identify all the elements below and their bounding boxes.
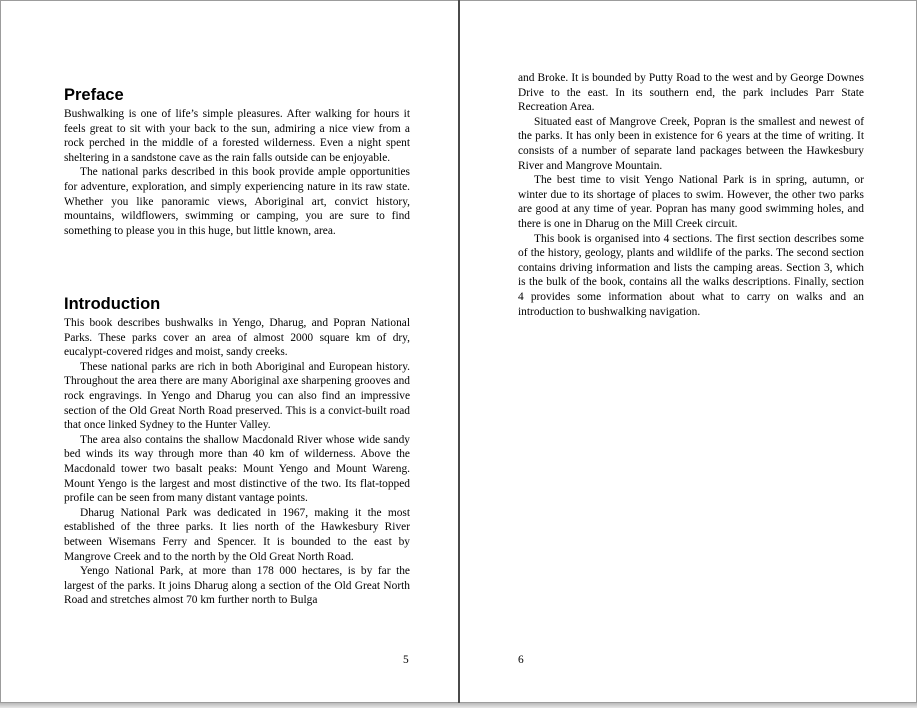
preface-paragraph-2: The national parks described in this book provide ample opportunities for adventure, exploration, and simply experiencing nature in its raw state. Whether you like panoramic views, Aboriginal art, convict history, mountains, wildflowers, swimming or camping, you are sure to find something to please you in this huge, but little known, area. bbox=[64, 166, 410, 237]
left-page bbox=[0, 0, 459, 703]
introduction-heading: Introduction bbox=[64, 295, 161, 313]
page-number-left: 5 bbox=[403, 654, 409, 666]
page-number-right: 6 bbox=[518, 654, 524, 666]
introduction-paragraph-2: These national parks are rich in both Aboriginal and European history. Throughout the area there are many Aboriginal axe sharpening grooves and rock engravings. In Yengo and Dharug you can also find an impressive section of the Old Great North Road preserved. This is a convict-built road that once linked Sydney to the Hunter Valley. bbox=[64, 360, 410, 432]
right-page-body bbox=[518, 71, 864, 319]
right-paragraph-2: Situated east of Mangrove Creek, Popran is the smallest and newest of the parks. It has only been in existence for 6 years at the time of writing. It consists of a number of separate land packages between the Hawkesbury River and Mangrove Mountain. bbox=[518, 115, 864, 172]
right-page bbox=[458, 0, 917, 703]
right-paragraph-4: This book is organised into 4 sections. The first section describes some of the history, geology, plants and wildlife of the parks. The second section contains driving information and lists the camping areas. Section 3, which is the bulk of the book, contains all the walks descriptions. Finally, section 4 provides some information about what to carry on walks and an introduction to bushwalking navigation. bbox=[518, 232, 864, 318]
right-paragraph-1: and Broke. It is bounded by Putty Road to the west and by George Downes Drive to the east. In its southern end, the park includes Parr State Recreation Area. bbox=[518, 72, 864, 114]
right-paragraph-3: The best time to visit Yengo National Park is in spring, autumn, or winter due to its shortage of places to swim. However, the other two parks are good at any time of year. Popran has many good swimming holes, and there is one in Dharug on the Mill Creek circuit. bbox=[518, 174, 864, 230]
introduction-paragraph-4: Dharug National Park was dedicated in 1967, making it the most established of the three parks. It lies north of the Hawkesbury River between Wisemans Ferry and Spencer. It is bounded to the east by Mangrove Creek and to the north by the Old Great North Road. bbox=[64, 506, 410, 563]
introduction-paragraph-3: The area also contains the shallow Macdonald River whose wide sandy bed winds its way through more than 40 km of wilderness. Above the Macdonald tower two basalt peaks: Mount Yengo and Mount Wareng. Mount Yengo is the largest and most distinctive of the two. Its flat-topped profile can be seen from many distant vantage points. bbox=[64, 433, 410, 505]
preface-paragraph-1: Bushwalking is one of life’s simple pleasures. After walking for hours it feels great to sit with your back to the sun, admiring a nice view from a rock perched in the middle of a forested wilderness. Even a night spent sheltering in a sandstone cave as the rain falls outside can be enjoyable. bbox=[64, 108, 410, 164]
bottom-shadow bbox=[0, 703, 917, 708]
page-divider bbox=[458, 0, 460, 708]
preface-heading: Preface bbox=[64, 86, 124, 104]
introduction-paragraph-5: Yengo National Park, at more than 178 000 hectares, is by far the largest of the parks. It joins Dharug along a section of the Old Great North Road and stretches almost 70 km further north to Bulga bbox=[64, 565, 410, 607]
introduction-paragraph-1: This book describes bushwalks in Yengo, Dharug, and Popran National Parks. These parks cover an area of almost 2000 square km of dry, eucalypt-covered ridges and moist, sandy creeks. bbox=[64, 317, 410, 359]
introduction-body bbox=[64, 316, 410, 608]
preface-body bbox=[64, 107, 410, 238]
